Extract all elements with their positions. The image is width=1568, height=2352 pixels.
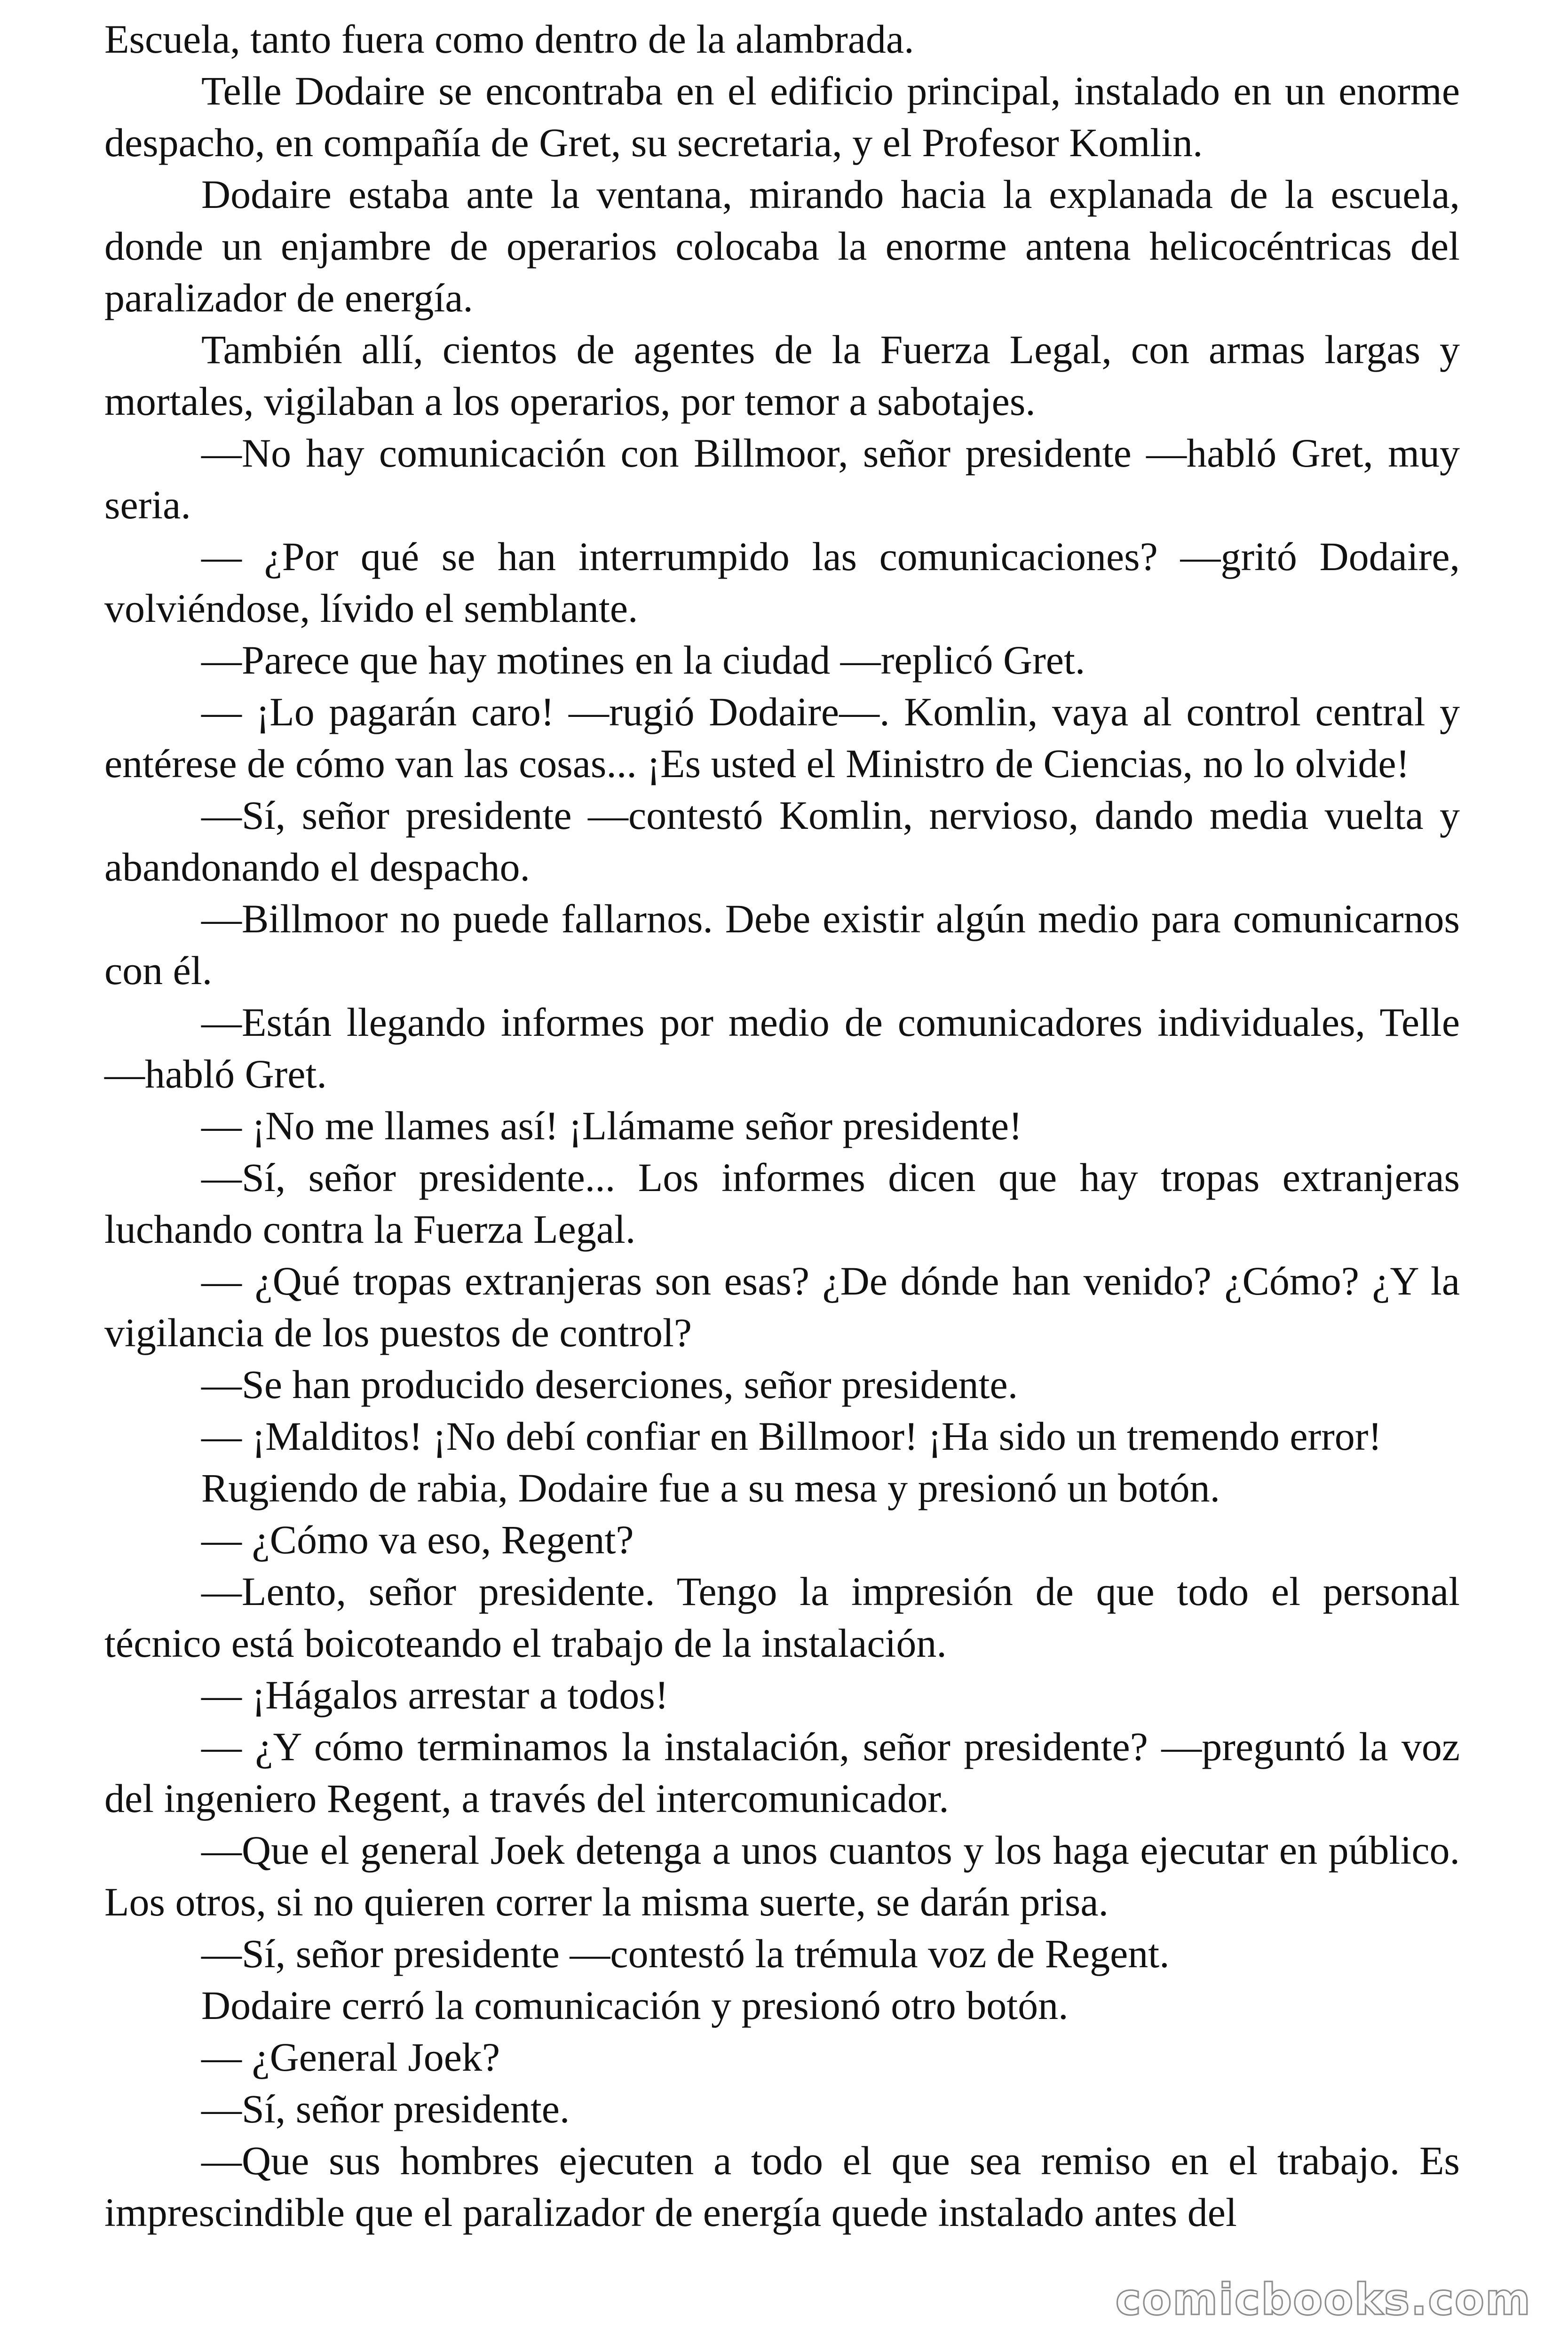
paragraph: Telle Dodaire se encontraba en el edificio principal, instalado en un enorme despacho, en compañía de Gret, su secretaria, y el Profesor Komlin. (104, 68, 1460, 165)
paragraph: Rugiendo de rabia, Dodaire fue a su mesa y presionó un botón. (201, 1465, 1220, 1510)
paragraph: —Que el general Joek detenga a unos cuantos y los haga ejecutar en público. Los otros, si no quieren correr la misma suerte, se darán prisa. (104, 1828, 1460, 1924)
paragraph: —Se han producido deserciones, señor presidente. (201, 1362, 1018, 1407)
paragraph: —Sí, señor presidente —contestó Komlin, nervioso, dando media vuelta y abandonando el despacho. (104, 793, 1460, 890)
paragraph: —Lento, señor presidente. Tengo la impresión de que todo el personal técnico está boicoteando el trabajo de la instalación. (104, 1569, 1460, 1666)
paragraph: — ¿Por qué se han interrumpido las comunicaciones? —gritó Dodaire, volviéndose, lívido el semblante. (104, 534, 1460, 631)
paragraph: —Sí, señor presidente. (201, 2086, 570, 2131)
paragraph: —Que sus hombres ejecuten a todo el que sea remiso en el trabajo. Es imprescindible que el paralizador de energía quede instalado antes del (104, 2138, 1460, 2235)
paragraph: —Billmoor no puede fallarnos. Debe existir algún medio para comunicarnos con él. (104, 896, 1460, 993)
paragraph: — ¡Hágalos arrestar a todos! (201, 1672, 669, 1717)
watermark-logo: comicbooks.com (1115, 2274, 1531, 2325)
paragraph: — ¿General Joek? (201, 2034, 500, 2080)
paragraph: También allí, cientos de agentes de la Fuerza Legal, con armas largas y mortales, vigilaban a los operarios, por temor a sabotajes. (104, 327, 1460, 424)
paragraph: —Parece que hay motines en la ciudad —replicó Gret. (201, 637, 1085, 683)
paragraph: — ¿Qué tropas extranjeras son esas? ¿De dónde han venido? ¿Cómo? ¿Y la vigilancia de los puestos de control? (104, 1258, 1460, 1355)
book-page (104, 13, 1460, 2318)
paragraph: — ¡No me llames así! ¡Llámame señor presidente! (201, 1103, 1022, 1148)
paragraph: — ¿Y cómo terminamos la instalación, señor presidente? —preguntó la voz del ingeniero Regent, a través del intercomunicador. (104, 1724, 1460, 1821)
paragraph: —Sí, señor presidente... Los informes dicen que hay tropas extranjeras luchando contra la Fuerza Legal. (104, 1155, 1460, 1252)
paragraph: —Están llegando informes por medio de comunicadores individuales, Telle —habló Gret. (104, 1000, 1460, 1097)
paragraph: Dodaire cerró la comunicación y presionó otro botón. (201, 1983, 1069, 2028)
paragraph: — ¿Cómo va eso, Regent? (201, 1517, 634, 1562)
paragraph: Dodaire estaba ante la ventana, mirando hacia la explanada de la escuela, donde un enjambre de operarios colocaba la enorme antena helicocéntricas del paralizador de energía. (104, 172, 1460, 320)
paragraph: —Sí, señor presidente —contestó la trémula voz de Regent. (201, 1931, 1170, 1976)
paragraph: Escuela, tanto fuera como dentro de la alambrada. (104, 16, 914, 62)
paragraph: —No hay comunicación con Billmoor, señor presidente —habló Gret, muy seria. (104, 430, 1460, 527)
paragraph: — ¡Lo pagarán caro! —rugió Dodaire—. Komlin, vaya al control central y entérese de cómo van las cosas... ¡Es usted el Ministro de Ciencias, no lo olvide! (104, 689, 1460, 786)
paragraph: — ¡Malditos! ¡No debí confiar en Billmoor! ¡Ha sido un tremendo error! (201, 1414, 1382, 1459)
